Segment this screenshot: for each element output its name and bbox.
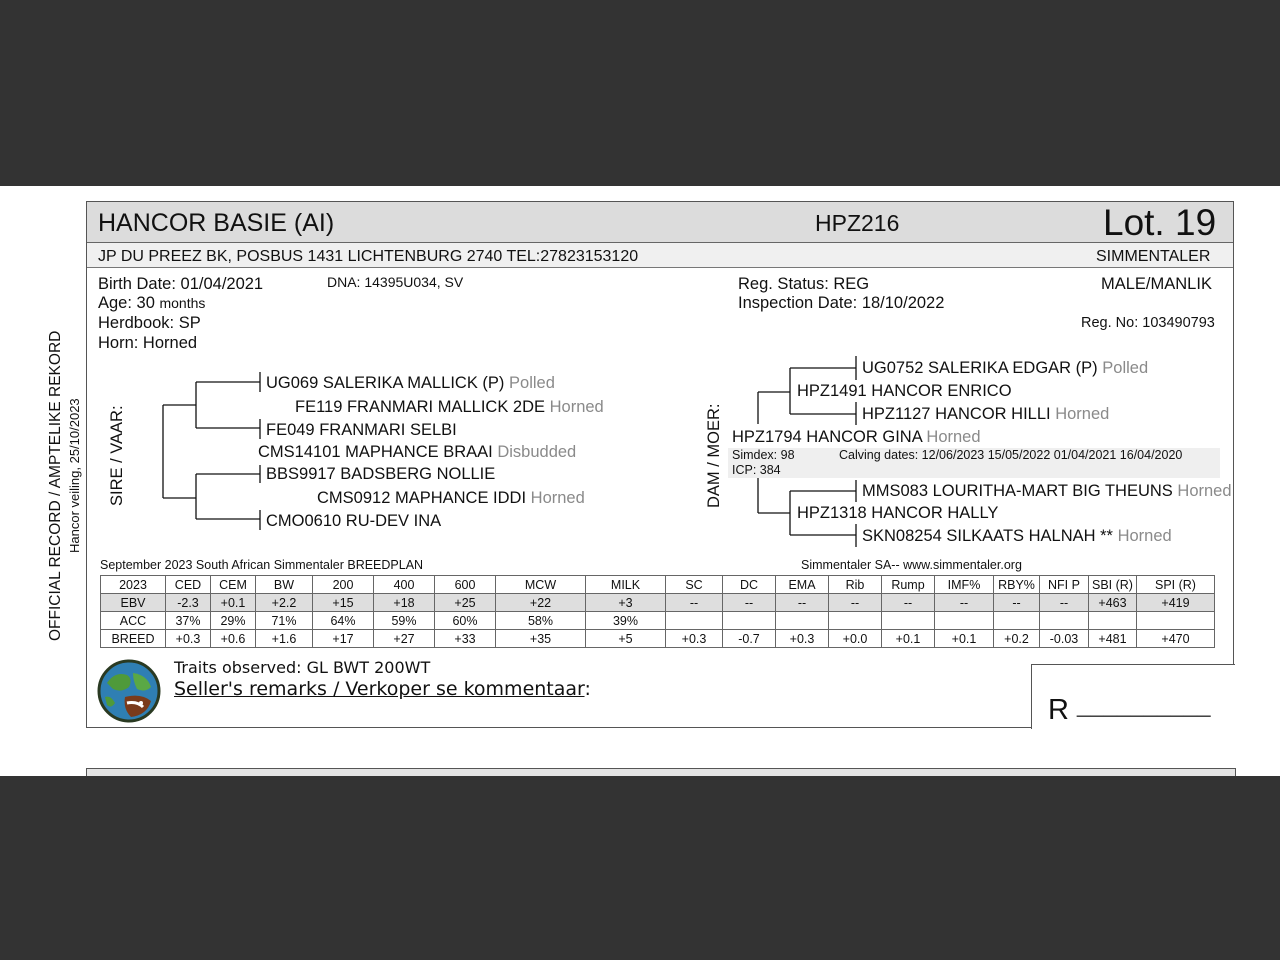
breedplan-table-body [101, 576, 1215, 648]
table-cell: 29% [211, 612, 256, 630]
table-cell [723, 612, 776, 630]
dam-name: HPZ1794 HANCOR GINA [732, 428, 922, 446]
dam-sire-dam-horn: Horned [1055, 405, 1110, 423]
table-cell: +470 [1137, 630, 1215, 648]
table-header-cell: CED [166, 576, 211, 594]
table-cell: ACC [101, 612, 166, 630]
inspection-date: Inspection Date: 18/10/2022 [738, 294, 945, 312]
simdex: Simdex: 98 [732, 448, 795, 462]
table-header-cell: Rib [829, 576, 882, 594]
horn-status: Horn: Horned [98, 334, 198, 352]
next-lot-card-edge [86, 768, 1236, 776]
sire [258, 443, 576, 462]
table-cell: +3 [586, 594, 666, 612]
dam-sire: HPZ1491 HANCOR ENRICO [797, 382, 1012, 400]
table-cell: +33 [435, 630, 496, 648]
table-cell: +17 [313, 630, 374, 648]
lot-sheet [0, 186, 1280, 776]
table-header-cell: SC [666, 576, 723, 594]
table-header-cell: SPI (R) [1137, 576, 1215, 594]
sire-dam-dam-sire-name: CMS0912 MAPHANCE IDDI [317, 489, 527, 507]
table-cell: +0.3 [166, 630, 211, 648]
auction-label: Hancor veiling, 25/10/2023 [67, 398, 82, 553]
reg-number: Reg. No: 103490793 [1081, 315, 1215, 331]
table-header-cell: MILK [586, 576, 666, 594]
table-cell: +481 [1089, 630, 1137, 648]
table-cell [776, 612, 829, 630]
sire-dam-line: BBS9917 BADSBERG NOLLIE [266, 465, 496, 483]
table-cell: 37% [166, 612, 211, 630]
table-cell: +5 [586, 630, 666, 648]
dam-dam-dam-horn: Horned [1117, 527, 1172, 545]
table-cell: -- [935, 594, 994, 612]
table-cell: +1.6 [256, 630, 313, 648]
dam-dam-sire [862, 482, 1232, 501]
dam-sire-dam-name: HPZ1127 HANCOR HILLI [862, 405, 1051, 423]
table-cell: -- [1040, 594, 1089, 612]
lot-number: Lot. 19 [1103, 202, 1217, 243]
table-cell: +0.6 [211, 630, 256, 648]
sire-dam-dam-sire [317, 489, 585, 508]
dam-dam-sire-name: MMS083 LOURITHA-MART BIG THEUNS [862, 482, 1173, 500]
dam-sire-sire-name: UG0752 SALERIKA EDGAR (P) [862, 359, 1098, 377]
sire-horn: Disbudded [497, 443, 577, 461]
table-cell: -- [994, 594, 1040, 612]
breed-label: SIMMENTALER [1096, 248, 1211, 265]
dam-sire-sire [862, 359, 1148, 378]
table-header-cell: SBI (R) [1089, 576, 1137, 594]
table-header-cell: BW [256, 576, 313, 594]
table-cell: 64% [313, 612, 374, 630]
table-cell: +0.1 [211, 594, 256, 612]
dam-horn: Horned [926, 428, 981, 446]
dna-info: DNA: 14395U034, SV [327, 274, 464, 290]
dam-dam-sire-horn: Horned [1177, 482, 1232, 500]
table-header-cell: Rump [882, 576, 935, 594]
table-cell: +18 [374, 594, 435, 612]
breedplan-table [100, 575, 1215, 648]
table-cell: +25 [435, 594, 496, 612]
sire-dam-sire-name: FE119 FRANMARI MALLICK 2DE [295, 398, 546, 416]
table-cell: +15 [313, 594, 374, 612]
table-cell: +0.2 [994, 630, 1040, 648]
table-header-cell: NFI P [1040, 576, 1089, 594]
table-cell [829, 612, 882, 630]
table-cell: -- [666, 594, 723, 612]
herdbook: Herdbook: SP [98, 314, 201, 332]
table-cell: +0.1 [935, 630, 994, 648]
sire-dam: FE049 FRANMARI SELBI [266, 421, 457, 439]
sire-sire [266, 374, 555, 393]
table-cell: 71% [256, 612, 313, 630]
sire-dam-sire [295, 398, 604, 417]
table-header-cell: IMF% [935, 576, 994, 594]
table-row [101, 630, 1215, 648]
sire-sire-name: UG069 SALERIKA MALLICK (P) [266, 374, 505, 392]
birth-date: Birth Date: 01/04/2021 [98, 275, 264, 293]
traits-observed: Traits observed: GL BWT 200WT [174, 658, 431, 677]
table-cell: -0.03 [1040, 630, 1089, 648]
table-cell: +22 [496, 594, 586, 612]
table-cell [994, 612, 1040, 630]
sellers-remarks-colon: : [584, 678, 591, 700]
price-prefix: R [1048, 694, 1069, 726]
table-header-cell: 600 [435, 576, 496, 594]
table-header-cell: MCW [496, 576, 586, 594]
table-cell: 60% [435, 612, 496, 630]
sire-label: SIRE / VAAR: [108, 405, 126, 506]
table-cell: +0.0 [829, 630, 882, 648]
table-cell [1137, 612, 1215, 630]
sellers-remarks [174, 678, 591, 700]
table-cell [666, 612, 723, 630]
table-cell: +419 [1137, 594, 1215, 612]
seller-address: JP DU PREEZ BK, POSBUS 1431 LICHTENBURG 2740 TEL:27823153120 [98, 248, 639, 265]
table-cell: +35 [496, 630, 586, 648]
animal-name: HANCOR BASIE (AI) [98, 209, 335, 237]
table-header-cell: 400 [374, 576, 435, 594]
icp: ICP: 384 [732, 463, 781, 477]
sire-name: CMS14101 MAPHANCE BRAAI [258, 443, 493, 461]
table-cell: -- [723, 594, 776, 612]
reg-status: Reg. Status: REG [738, 275, 870, 293]
table-cell: 58% [496, 612, 586, 630]
table-header-cell: EMA [776, 576, 829, 594]
table-cell [935, 612, 994, 630]
table-cell: -- [776, 594, 829, 612]
table-header-cell: RBY% [994, 576, 1040, 594]
sellers-remarks-label: Seller's remarks / Verkoper se kommentaar [174, 678, 585, 700]
table-cell: -2.3 [166, 594, 211, 612]
sire-dam-dam: CMO0610 RU-DEV INA [266, 512, 442, 530]
table-header-row [101, 576, 1215, 594]
dam [732, 428, 981, 447]
sire-sire-horn: Polled [509, 374, 555, 392]
table-cell [1040, 612, 1089, 630]
table-cell: +463 [1089, 594, 1137, 612]
simmentaler-logo [97, 659, 161, 723]
table-row [101, 612, 1215, 630]
breedplan-source: Simmentaler SA-- www.simmentaler.org [801, 558, 1022, 572]
table-header-cell: DC [723, 576, 776, 594]
dam-sire-dam [862, 405, 1109, 424]
table-cell: +0.1 [882, 630, 935, 648]
dam-dam-dam [862, 527, 1172, 546]
breedplan-title: September 2023 South African Simmentaler BREEDPLAN [100, 558, 424, 572]
table-cell [1089, 612, 1137, 630]
dam-sire-sire-horn: Polled [1102, 359, 1149, 377]
age-value: Age: 30 [98, 294, 155, 312]
table-cell: -0.7 [723, 630, 776, 648]
table-cell [882, 612, 935, 630]
official-record-label: OFFICIAL RECORD / AMPTELIKE REKORD [47, 330, 64, 641]
table-header-cell: CEM [211, 576, 256, 594]
price-blank[interactable]: __________ [1077, 691, 1211, 718]
table-cell: +27 [374, 630, 435, 648]
table-cell: 59% [374, 612, 435, 630]
sire-dam-dam-sire-horn: Horned [530, 489, 585, 507]
table-header-cell: 200 [313, 576, 374, 594]
table-cell: 39% [586, 612, 666, 630]
table-cell: -- [829, 594, 882, 612]
table-cell: +0.3 [776, 630, 829, 648]
calving-dates: Calving dates: 12/06/2023 15/05/2022 01/04/2021 16/04/2020 [839, 448, 1183, 462]
table-cell: +2.2 [256, 594, 313, 612]
sex-label: MALE/MANLIK [1101, 275, 1212, 293]
dam-dam-dam-name: SKN08254 SILKAATS HALNAH ** [862, 527, 1113, 545]
table-row [101, 594, 1215, 612]
table-cell: +0.3 [666, 630, 723, 648]
age-unit: months [159, 295, 206, 311]
table-cell: BREED [101, 630, 166, 648]
table-cell: EBV [101, 594, 166, 612]
dam-dam: HPZ1318 HANCOR HALLY [797, 504, 999, 522]
dam-label: DAM / MOER: [705, 403, 723, 508]
sire-dam-sire-horn: Horned [549, 398, 604, 416]
table-cell: -- [882, 594, 935, 612]
reg-code: HPZ216 [815, 210, 900, 236]
table-header-cell: 2023 [101, 576, 166, 594]
